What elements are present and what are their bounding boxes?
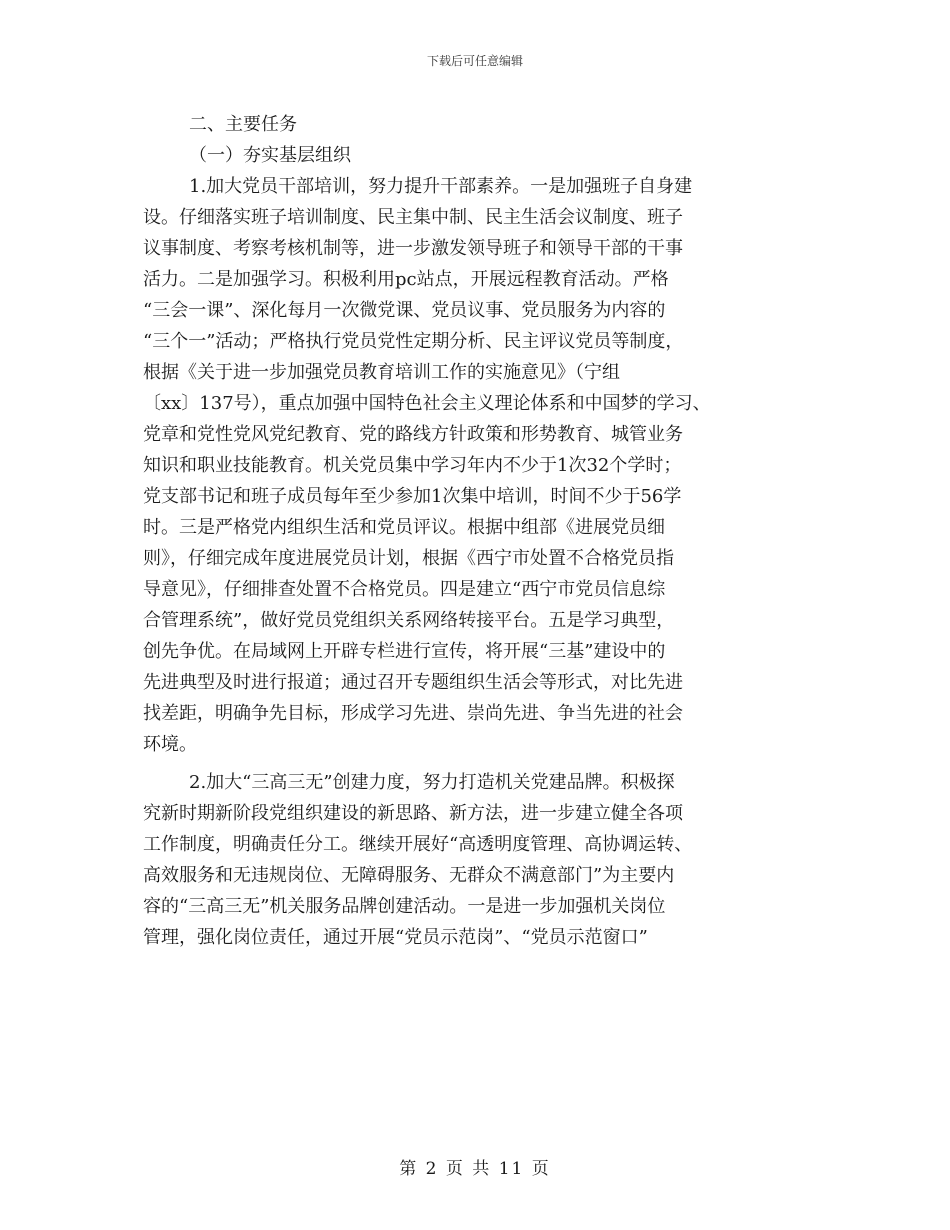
page-header-note: 下载后可任意编辑 [426,54,523,68]
paragraph-line: 究新时期新阶段党组织建设的新思路、新方法，进一步建立健全各项 [143,803,683,824]
document-body [143,109,813,953]
paragraph-line: 先进典型及时进行报道；通过召开专题组织生活会等形式，对比先进 [143,672,683,693]
page-number: 第 2 页 共 11 页 [399,1159,551,1179]
paragraph-line: 高效服务和无违规岗位、无障碍服务、无群众不满意部门”为主要内 [143,865,675,886]
paragraph-line: “三会一课”、深化每月一次微党课、党员议事、党员服务为内容的 [143,300,666,321]
paragraph-line: 环境。 [143,734,197,755]
paragraph-line: 找差距，明确争先目标，形成学习先进、崇尚先进、争当先进的社会 [143,703,683,724]
paragraph-line: 议事制度、考察考核机制等，进一步激发领导班子和领导干部的干事 [143,238,683,259]
paragraph-line: 导意见》，仔细排查处置不合格党员。四是建立“西宁市党员信息综 [143,579,666,600]
section-heading: 二、主要任务 [189,114,297,135]
paragraph-1 [143,171,813,760]
paragraph-line: 党支部书记和班子成员每年至少参加1次集中培训，时间不少于56学 [143,486,682,507]
paragraph-line: 合管理系统”，做好党员党组织关系网络转接平台。五是学习典型， [143,610,675,631]
paragraph-line: 根据《关于进一步加强党员教育培训工作的实施意见》（宁组 [143,362,620,383]
paragraph-2 [143,767,813,953]
paragraph-line: 创先争优。在局域网上开辟专栏进行宣传，将开展“三基”建设中的 [143,641,666,662]
subsection-heading: （一）夯实基层组织 [189,145,351,166]
paragraph-line: 2.加大“三高三无”创建力度，努力打造机关党建品牌。积极探 [189,772,675,793]
paragraph-line: 〔xx〕137号），重点加强中国特色社会主义理论体系和中国梦的学习、 [143,393,711,414]
paragraph-line: 容的“三高三无”机关服务品牌创建活动。一是进一步加强机关岗位 [143,896,666,917]
paragraph-line: 设。仔细落实班子培训制度、民主集中制、民主生活会议制度、班子 [143,207,683,228]
paragraph-line: “三个一”活动；严格执行党员党性定期分析、民主评议党员等制度， [143,331,684,352]
paragraph-line: 时。三是严格党内组织生活和党员评议。根据中组部《进展党员细 [143,517,665,538]
paragraph-line: 活力。二是加强学习。积极利用pc站点，开展远程教育活动。严格 [143,269,669,290]
paragraph-line: 党章和党性党风党纪教育、党的路线方针政策和形势教育、城管业务 [143,424,683,445]
paragraph-line: 管理，强化岗位责任，通过开展“党员示范岗”、“党员示范窗口” [143,927,648,948]
paragraph-line: 1.加大党员干部培训，努力提升干部素养。一是加强班子自身建 [189,176,693,197]
paragraph-line: 则》，仔细完成年度进展党员计划，根据《西宁市处置不合格党员指 [143,548,674,569]
paragraph-line: 知识和职业技能教育。机关党员集中学习年内不少于1次32个学时； [143,455,682,476]
paragraph-line: 工作制度，明确责任分工。继续开展好“高透明度管理、高协调运转、 [143,834,693,855]
